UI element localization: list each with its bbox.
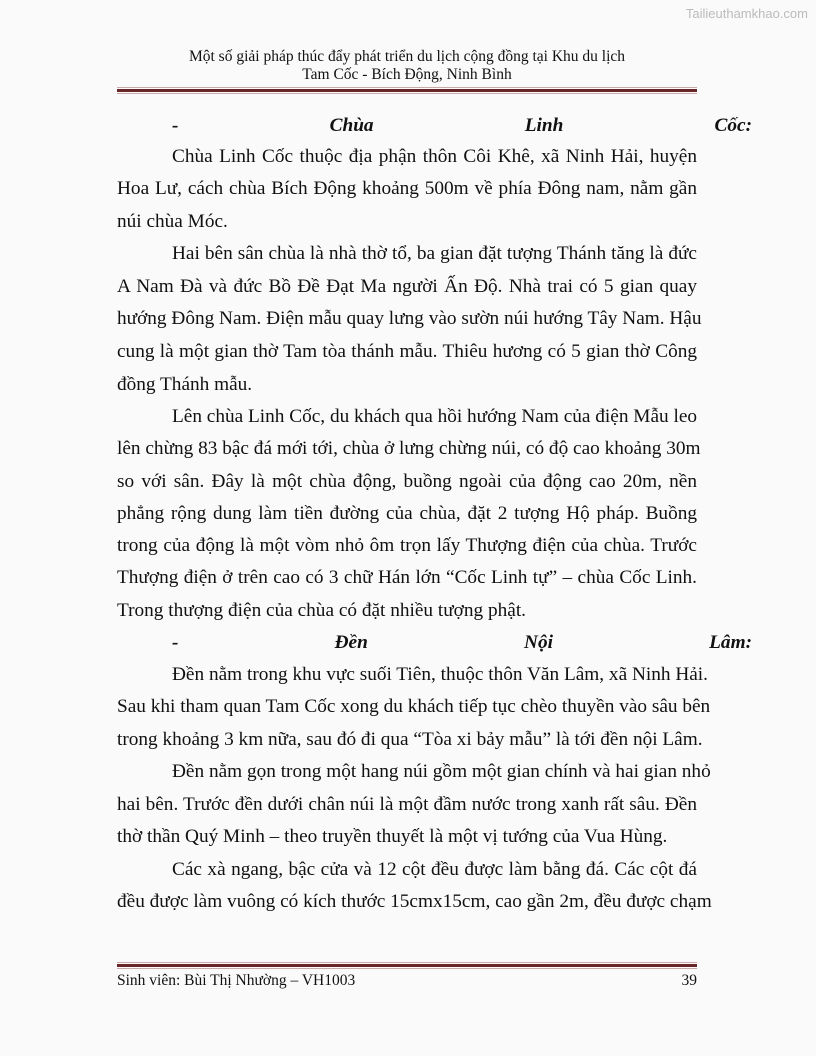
text-line: trong của động là một vòm nhỏ ôm trọn lấy Thượng điện của chùa. Trước [117, 535, 697, 556]
text-line: hai bên. Trước đền dưới chân núi là một đầm nước trong xanh rất sâu. Đền [117, 794, 697, 815]
running-header-line2: Tam Cốc - Bích Động, Ninh Bình [302, 66, 512, 83]
running-header-line1: Một số giải pháp thúc đẩy phát triển du lịch cộng đồng tại Khu du lịch [188, 48, 626, 65]
watermark: Tailieuthamkhao.com [685, 6, 808, 21]
text-line: Các xà ngang, bậc cửa và 12 cột đều được làm bằng đá. Các cột đá [172, 859, 697, 880]
text-line: Thượng điện ở trên cao có 3 chữ Hán lớn “Cốc Linh tự” – chùa Cốc Linh. [117, 567, 697, 588]
section-heading: - Đền Nội Lâm: [172, 632, 752, 653]
text-line: Lên chùa Linh Cốc, du khách qua hồi hướng Nam của điện Mẫu leo [172, 406, 698, 427]
text-line: Đền nằm trong khu vực suối Tiên, thuộc thôn Văn Lâm, xã Ninh Hải. [172, 664, 708, 685]
text-line: cung là một gian thờ Tam tòa thánh mẫu. Thiêu hương có 5 gian thờ Công [117, 341, 697, 362]
text-line: Đền nằm gọn trong một hang núi gồm một gian chính và hai gian nhỏ [172, 761, 711, 782]
footer [117, 972, 697, 990]
page-number: 39 [681, 972, 697, 989]
text-line: hướng Đông Nam. Điện mẫu quay lưng vào sườn núi hướng Tây Nam. Hậu [117, 308, 702, 329]
text-line: thờ thần Quý Minh – theo truyền thuyết là một vị tướng của Vua Hùng. [117, 826, 668, 847]
footer-rule [117, 962, 697, 969]
text-line: núi chùa Móc. [117, 211, 228, 232]
text-line: Hai bên sân chùa là nhà thờ tổ, ba gian đặt tượng Thánh tăng là đức [172, 243, 697, 264]
text-line: phẳng rộng dung làm tiền đường của chùa, đặt 2 tượng Hộ pháp. Buồng [117, 503, 697, 524]
text-line: Trong thượng điện của chùa có đặt nhiều tượng phật. [117, 600, 526, 621]
text-line: đều được làm vuông có kích thước 15cmx15cm, cao gần 2m, đều được chạm [117, 891, 712, 912]
text-line: trong khoảng 3 km nữa, sau đó đi qua “Tòa xi bảy mẫu” là tới đền nội Lâm. [117, 729, 703, 750]
text-line: Sau khi tham quan Tam Cốc xong du khách tiếp tục chèo thuyền vào sâu bên [117, 696, 711, 717]
text-line: đồng Thánh mẫu. [117, 374, 253, 395]
text-line: A Nam Đà và đức Bồ Đề Đạt Ma người Ấn Độ. Nhà trai có 5 gian quay [117, 276, 697, 297]
section-heading: - Chùa Linh Cốc: [172, 115, 752, 136]
text-line: lên chừng 83 bậc đá mới tới, chùa ở lưng chừng núi, có độ cao khoảng 30m [117, 438, 701, 459]
text-line: Hoa Lư, cách chùa Bích Động khoảng 500m về phía Đông nam, nằm gần [117, 178, 697, 199]
text-line: Chùa Linh Cốc thuộc địa phận thôn Côi Khê, xã Ninh Hải, huyện [172, 146, 697, 167]
header-rule [117, 87, 697, 94]
footer-author: Sinh viên: Bùi Thị Nhường – VH1003 [117, 972, 356, 989]
text-line: so với sân. Đây là một chùa động, buồng ngoài của động cao 20m, nền [117, 471, 697, 492]
